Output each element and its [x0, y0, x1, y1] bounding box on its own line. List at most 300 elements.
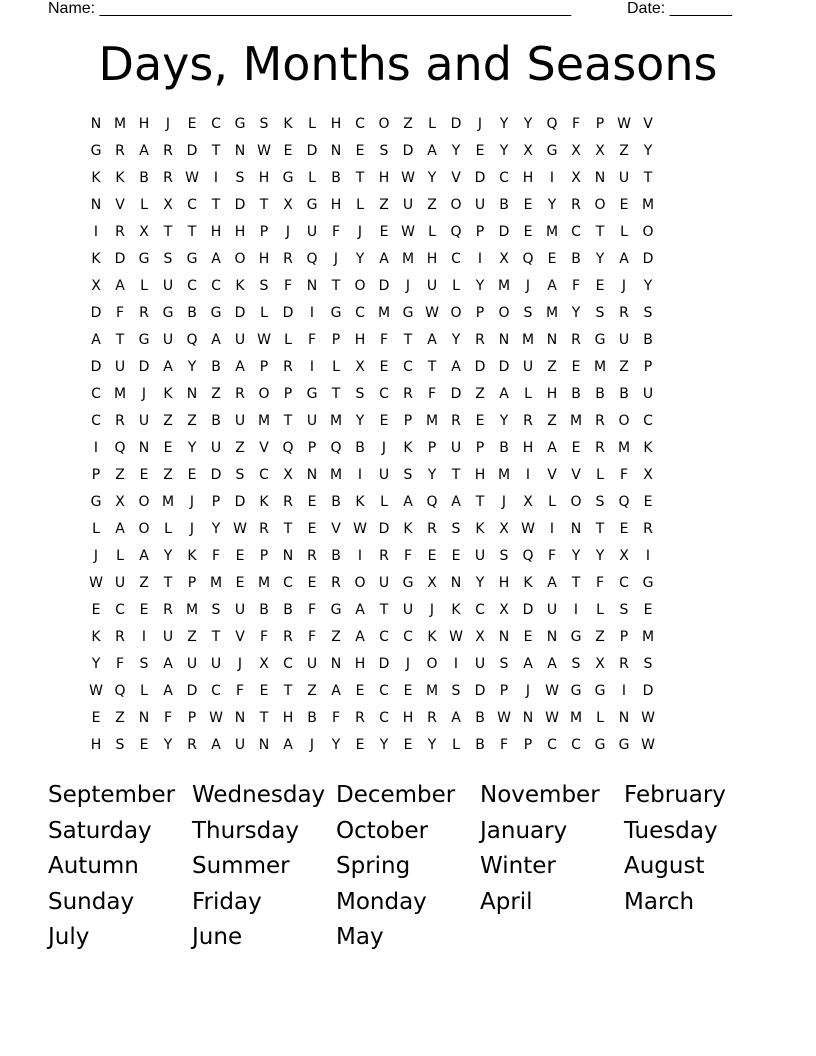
grid-letter[interactable]: Z: [307, 683, 317, 699]
grid-letter[interactable]: X: [427, 575, 437, 591]
grid-letter[interactable]: W: [449, 629, 463, 645]
grid-letter[interactable]: S: [643, 305, 653, 321]
grid-letter[interactable]: R: [283, 494, 293, 510]
grid-letter[interactable]: R: [187, 737, 197, 753]
grid-letter[interactable]: E: [259, 683, 269, 699]
grid-letter[interactable]: N: [330, 143, 342, 159]
grid-letter[interactable]: Q: [522, 548, 534, 564]
grid-letter[interactable]: A: [427, 143, 437, 159]
grid-letter[interactable]: F: [619, 467, 629, 483]
grid-letter[interactable]: A: [115, 521, 125, 537]
grid-letter[interactable]: L: [380, 494, 388, 510]
grid-letter[interactable]: S: [355, 386, 365, 402]
grid-letter[interactable]: F: [547, 548, 557, 564]
grid-letter[interactable]: E: [139, 737, 149, 753]
grid-letter[interactable]: N: [138, 440, 150, 456]
grid-letter[interactable]: L: [92, 521, 100, 537]
grid-letter[interactable]: R: [283, 251, 293, 267]
grid-letter[interactable]: X: [283, 197, 293, 213]
grid-letter[interactable]: S: [595, 305, 605, 321]
grid-letter[interactable]: P: [91, 467, 101, 483]
grid-letter[interactable]: W: [89, 683, 103, 699]
grid-letter[interactable]: C: [283, 656, 293, 672]
grid-letter[interactable]: P: [475, 224, 485, 240]
grid-letter[interactable]: R: [259, 521, 269, 537]
grid-letter[interactable]: T: [283, 521, 293, 537]
grid-letter[interactable]: Y: [187, 359, 197, 375]
grid-letter[interactable]: X: [595, 143, 605, 159]
grid-letter[interactable]: H: [282, 710, 294, 726]
grid-letter[interactable]: X: [355, 359, 365, 375]
grid-letter[interactable]: R: [355, 710, 365, 726]
grid-letter[interactable]: W: [641, 710, 655, 726]
grid-letter[interactable]: J: [237, 656, 243, 672]
grid-letter[interactable]: O: [570, 494, 582, 510]
grid-letter[interactable]: D: [186, 683, 198, 699]
grid-letter[interactable]: H: [474, 467, 486, 483]
grid-letter[interactable]: T: [115, 332, 125, 348]
grid-letter[interactable]: G: [330, 602, 342, 618]
grid-letter[interactable]: S: [499, 548, 509, 564]
grid-letter[interactable]: V: [235, 629, 245, 645]
grid-letter[interactable]: I: [93, 440, 99, 456]
grid-letter[interactable]: I: [357, 467, 363, 483]
grid-letter[interactable]: E: [187, 116, 197, 132]
grid-letter[interactable]: J: [141, 386, 147, 402]
grid-letter[interactable]: M: [161, 494, 175, 510]
grid-letter[interactable]: U: [114, 575, 126, 591]
grid-letter[interactable]: I: [357, 548, 363, 564]
grid-letter[interactable]: E: [523, 197, 533, 213]
grid-letter[interactable]: O: [138, 521, 150, 537]
grid-letter[interactable]: U: [186, 656, 198, 672]
grid-letter[interactable]: A: [547, 656, 557, 672]
grid-letter[interactable]: W: [233, 521, 247, 537]
grid-letter[interactable]: R: [379, 548, 389, 564]
grid-letter[interactable]: U: [210, 656, 222, 672]
grid-letter[interactable]: H: [90, 737, 102, 753]
grid-letter[interactable]: P: [283, 386, 293, 402]
grid-letter[interactable]: U: [306, 224, 318, 240]
grid-letter[interactable]: S: [259, 278, 269, 294]
grid-letter[interactable]: R: [163, 170, 173, 186]
grid-letter[interactable]: C: [355, 116, 365, 132]
grid-letter[interactable]: S: [379, 143, 389, 159]
grid-letter[interactable]: A: [547, 440, 557, 456]
grid-letter[interactable]: F: [235, 683, 245, 699]
grid-letter[interactable]: J: [381, 440, 387, 456]
grid-letter[interactable]: G: [90, 494, 102, 510]
grid-letter[interactable]: M: [497, 278, 511, 294]
grid-letter[interactable]: H: [330, 197, 342, 213]
grid-letter[interactable]: H: [546, 386, 558, 402]
grid-letter[interactable]: N: [330, 656, 342, 672]
grid-letter[interactable]: E: [403, 737, 413, 753]
grid-letter[interactable]: Y: [643, 143, 653, 159]
grid-letter[interactable]: X: [499, 251, 509, 267]
grid-letter[interactable]: K: [643, 440, 653, 456]
grid-letter[interactable]: C: [451, 251, 461, 267]
grid-letter[interactable]: F: [307, 332, 317, 348]
grid-letter[interactable]: X: [115, 494, 125, 510]
grid-letter[interactable]: R: [427, 521, 437, 537]
grid-letter[interactable]: C: [211, 683, 221, 699]
grid-letter[interactable]: I: [141, 629, 147, 645]
grid-letter[interactable]: I: [309, 305, 315, 321]
grid-letter[interactable]: Y: [571, 305, 581, 321]
grid-letter[interactable]: J: [501, 494, 507, 510]
grid-letter[interactable]: J: [93, 548, 99, 564]
grid-letter[interactable]: S: [451, 521, 461, 537]
grid-letter[interactable]: S: [139, 656, 149, 672]
grid-letter[interactable]: V: [451, 170, 461, 186]
grid-letter[interactable]: C: [355, 305, 365, 321]
grid-letter[interactable]: G: [402, 305, 414, 321]
grid-letter[interactable]: H: [330, 116, 342, 132]
grid-letter[interactable]: X: [499, 602, 509, 618]
grid-letter[interactable]: U: [162, 629, 174, 645]
grid-letter[interactable]: I: [645, 548, 651, 564]
grid-letter[interactable]: E: [163, 440, 173, 456]
grid-letter[interactable]: A: [523, 656, 533, 672]
grid-letter[interactable]: K: [91, 629, 101, 645]
grid-letter[interactable]: S: [235, 170, 245, 186]
grid-letter[interactable]: L: [428, 224, 436, 240]
grid-letter[interactable]: R: [331, 575, 341, 591]
grid-letter[interactable]: U: [378, 467, 390, 483]
grid-letter[interactable]: B: [139, 170, 149, 186]
grid-letter[interactable]: F: [211, 548, 221, 564]
grid-letter[interactable]: A: [547, 575, 557, 591]
grid-letter[interactable]: B: [499, 197, 509, 213]
grid-letter[interactable]: W: [425, 305, 439, 321]
grid-letter[interactable]: A: [211, 737, 221, 753]
grid-letter[interactable]: R: [307, 548, 317, 564]
grid-letter[interactable]: E: [355, 683, 365, 699]
grid-letter[interactable]: M: [257, 575, 271, 591]
grid-letter[interactable]: E: [307, 575, 317, 591]
grid-letter[interactable]: N: [450, 575, 462, 591]
grid-letter[interactable]: G: [138, 251, 150, 267]
grid-letter[interactable]: C: [91, 413, 101, 429]
grid-letter[interactable]: E: [619, 197, 629, 213]
grid-letter[interactable]: V: [571, 467, 581, 483]
grid-letter[interactable]: O: [234, 251, 246, 267]
grid-letter[interactable]: U: [522, 359, 534, 375]
grid-letter[interactable]: F: [427, 386, 437, 402]
grid-letter[interactable]: D: [378, 278, 390, 294]
grid-letter[interactable]: F: [379, 332, 389, 348]
grid-letter[interactable]: W: [401, 224, 415, 240]
grid-letter[interactable]: D: [90, 305, 102, 321]
grid-letter[interactable]: E: [475, 143, 485, 159]
grid-letter[interactable]: M: [641, 197, 655, 213]
grid-letter[interactable]: E: [547, 251, 557, 267]
grid-letter[interactable]: B: [355, 440, 365, 456]
grid-letter[interactable]: E: [523, 629, 533, 645]
grid-letter[interactable]: E: [235, 575, 245, 591]
grid-letter[interactable]: I: [213, 170, 219, 186]
grid-letter[interactable]: L: [596, 602, 604, 618]
grid-letter[interactable]: K: [403, 440, 413, 456]
grid-letter[interactable]: X: [643, 467, 653, 483]
grid-letter[interactable]: C: [259, 467, 269, 483]
grid-letter[interactable]: R: [619, 305, 629, 321]
grid-letter[interactable]: Y: [499, 143, 509, 159]
grid-letter[interactable]: B: [475, 710, 485, 726]
grid-letter[interactable]: J: [165, 116, 171, 132]
grid-letter[interactable]: H: [426, 251, 438, 267]
grid-letter[interactable]: G: [330, 305, 342, 321]
grid-letter[interactable]: U: [450, 440, 462, 456]
grid-letter[interactable]: M: [209, 575, 223, 591]
grid-letter[interactable]: O: [642, 224, 654, 240]
grid-letter[interactable]: C: [643, 413, 653, 429]
grid-letter[interactable]: W: [497, 710, 511, 726]
grid-letter[interactable]: B: [331, 494, 341, 510]
grid-letter[interactable]: W: [89, 575, 103, 591]
grid-letter[interactable]: N: [90, 116, 102, 132]
grid-letter[interactable]: H: [258, 251, 270, 267]
grid-letter[interactable]: L: [356, 197, 364, 213]
grid-letter[interactable]: P: [187, 710, 197, 726]
grid-letter[interactable]: A: [451, 359, 461, 375]
grid-letter[interactable]: R: [163, 602, 173, 618]
grid-letter[interactable]: A: [283, 737, 293, 753]
grid-letter[interactable]: B: [211, 359, 221, 375]
grid-letter[interactable]: R: [403, 386, 413, 402]
grid-letter[interactable]: X: [475, 629, 485, 645]
grid-letter[interactable]: X: [523, 494, 533, 510]
grid-letter[interactable]: Z: [115, 710, 125, 726]
grid-letter[interactable]: X: [259, 656, 269, 672]
grid-letter[interactable]: D: [642, 251, 654, 267]
grid-letter[interactable]: P: [523, 737, 533, 753]
grid-letter[interactable]: M: [425, 413, 439, 429]
grid-letter[interactable]: T: [259, 710, 269, 726]
grid-letter[interactable]: G: [594, 737, 606, 753]
grid-letter[interactable]: L: [308, 170, 316, 186]
grid-letter[interactable]: K: [283, 116, 293, 132]
grid-letter[interactable]: E: [355, 143, 365, 159]
grid-letter[interactable]: H: [378, 170, 390, 186]
grid-letter[interactable]: B: [259, 602, 269, 618]
grid-letter[interactable]: L: [140, 278, 148, 294]
grid-letter[interactable]: N: [618, 710, 630, 726]
grid-letter[interactable]: H: [354, 332, 366, 348]
grid-letter[interactable]: G: [594, 683, 606, 699]
grid-letter[interactable]: A: [211, 251, 221, 267]
grid-letter[interactable]: X: [163, 197, 173, 213]
grid-letter[interactable]: H: [210, 224, 222, 240]
grid-letter[interactable]: O: [354, 278, 366, 294]
grid-letter[interactable]: O: [498, 305, 510, 321]
grid-letter[interactable]: A: [619, 251, 629, 267]
grid-letter[interactable]: D: [210, 467, 222, 483]
grid-letter[interactable]: X: [523, 143, 533, 159]
grid-letter[interactable]: S: [643, 656, 653, 672]
grid-letter[interactable]: R: [115, 413, 125, 429]
grid-letter[interactable]: T: [475, 494, 485, 510]
grid-letter[interactable]: G: [234, 116, 246, 132]
grid-letter[interactable]: P: [475, 440, 485, 456]
grid-letter[interactable]: L: [140, 683, 148, 699]
grid-letter[interactable]: A: [451, 710, 461, 726]
grid-letter[interactable]: T: [283, 683, 293, 699]
grid-letter[interactable]: U: [402, 602, 414, 618]
grid-letter[interactable]: N: [306, 467, 318, 483]
grid-letter[interactable]: X: [619, 548, 629, 564]
grid-letter[interactable]: Q: [114, 440, 126, 456]
grid-letter[interactable]: S: [523, 305, 533, 321]
grid-letter[interactable]: H: [138, 116, 150, 132]
grid-letter[interactable]: Y: [427, 467, 437, 483]
grid-letter[interactable]: B: [283, 602, 293, 618]
grid-letter[interactable]: G: [618, 737, 630, 753]
grid-letter[interactable]: L: [620, 224, 628, 240]
grid-letter[interactable]: D: [114, 251, 126, 267]
grid-letter[interactable]: F: [115, 305, 125, 321]
grid-letter[interactable]: G: [546, 143, 558, 159]
grid-letter[interactable]: J: [309, 737, 315, 753]
grid-letter[interactable]: O: [618, 413, 630, 429]
grid-letter[interactable]: Y: [523, 116, 533, 132]
grid-letter[interactable]: U: [642, 386, 654, 402]
grid-letter[interactable]: D: [306, 143, 318, 159]
grid-letter[interactable]: I: [93, 224, 99, 240]
grid-letter[interactable]: E: [523, 224, 533, 240]
grid-letter[interactable]: Y: [595, 251, 605, 267]
grid-letter[interactable]: Y: [331, 737, 341, 753]
grid-letter[interactable]: U: [234, 602, 246, 618]
grid-letter[interactable]: U: [618, 170, 630, 186]
grid-letter[interactable]: T: [331, 278, 341, 294]
grid-letter[interactable]: C: [379, 710, 389, 726]
grid-letter[interactable]: C: [403, 359, 413, 375]
grid-letter[interactable]: E: [571, 359, 581, 375]
grid-letter[interactable]: I: [477, 251, 483, 267]
grid-letter[interactable]: J: [525, 278, 531, 294]
grid-letter[interactable]: F: [331, 710, 341, 726]
grid-letter[interactable]: G: [570, 629, 582, 645]
grid-letter[interactable]: H: [498, 575, 510, 591]
grid-letter[interactable]: J: [333, 251, 339, 267]
grid-letter[interactable]: D: [138, 359, 150, 375]
grid-letter[interactable]: M: [113, 386, 127, 402]
grid-letter[interactable]: Y: [427, 737, 437, 753]
grid-letter[interactable]: D: [90, 359, 102, 375]
grid-letter[interactable]: L: [116, 548, 124, 564]
grid-letter[interactable]: R: [451, 413, 461, 429]
grid-letter[interactable]: Z: [331, 629, 341, 645]
grid-letter[interactable]: P: [403, 413, 413, 429]
grid-letter[interactable]: A: [139, 548, 149, 564]
grid-letter[interactable]: K: [403, 521, 413, 537]
grid-letter[interactable]: C: [379, 629, 389, 645]
grid-letter[interactable]: G: [306, 197, 318, 213]
grid-letter[interactable]: Y: [499, 413, 509, 429]
grid-letter[interactable]: A: [427, 332, 437, 348]
grid-letter[interactable]: R: [115, 143, 125, 159]
grid-letter[interactable]: E: [475, 413, 485, 429]
grid-letter[interactable]: D: [234, 197, 246, 213]
grid-letter[interactable]: T: [211, 143, 221, 159]
grid-letter[interactable]: Z: [475, 386, 485, 402]
grid-letter[interactable]: H: [402, 710, 414, 726]
grid-letter[interactable]: K: [187, 548, 197, 564]
grid-letter[interactable]: W: [257, 143, 271, 159]
grid-letter[interactable]: G: [210, 305, 222, 321]
grid-letter[interactable]: A: [547, 278, 557, 294]
grid-letter[interactable]: Z: [115, 467, 125, 483]
grid-letter[interactable]: S: [403, 467, 413, 483]
grid-letter[interactable]: D: [450, 116, 462, 132]
grid-letter[interactable]: O: [426, 656, 438, 672]
grid-letter[interactable]: F: [571, 116, 581, 132]
grid-letter[interactable]: Z: [619, 359, 629, 375]
grid-letter[interactable]: C: [475, 602, 485, 618]
grid-letter[interactable]: K: [259, 494, 269, 510]
grid-letter[interactable]: C: [571, 737, 581, 753]
grid-letter[interactable]: D: [498, 359, 510, 375]
grid-letter[interactable]: J: [621, 278, 627, 294]
grid-letter[interactable]: U: [162, 278, 174, 294]
grid-letter[interactable]: G: [162, 305, 174, 321]
grid-letter[interactable]: B: [571, 251, 581, 267]
grid-letter[interactable]: Y: [355, 251, 365, 267]
grid-letter[interactable]: S: [235, 467, 245, 483]
grid-letter[interactable]: K: [91, 251, 101, 267]
grid-letter[interactable]: E: [595, 278, 605, 294]
grid-letter[interactable]: T: [163, 224, 173, 240]
grid-letter[interactable]: W: [521, 521, 535, 537]
grid-letter[interactable]: C: [211, 116, 221, 132]
grid-letter[interactable]: F: [307, 602, 317, 618]
grid-letter[interactable]: F: [163, 710, 173, 726]
grid-letter[interactable]: K: [235, 278, 245, 294]
grid-letter[interactable]: S: [619, 602, 629, 618]
grid-letter[interactable]: P: [259, 548, 269, 564]
grid-letter[interactable]: A: [451, 494, 461, 510]
grid-letter[interactable]: W: [545, 683, 559, 699]
grid-letter[interactable]: Y: [499, 116, 509, 132]
grid-letter[interactable]: E: [379, 224, 389, 240]
grid-letter[interactable]: X: [139, 224, 149, 240]
grid-letter[interactable]: I: [453, 656, 459, 672]
grid-letter[interactable]: N: [546, 629, 558, 645]
grid-letter[interactable]: J: [285, 224, 291, 240]
grid-letter[interactable]: A: [331, 683, 341, 699]
grid-letter[interactable]: B: [331, 548, 341, 564]
grid-letter[interactable]: I: [549, 521, 555, 537]
grid-letter[interactable]: D: [450, 386, 462, 402]
grid-letter[interactable]: P: [211, 494, 221, 510]
grid-letter[interactable]: S: [163, 251, 173, 267]
grid-letter[interactable]: I: [525, 467, 531, 483]
grid-letter[interactable]: M: [257, 413, 271, 429]
grid-letter[interactable]: A: [139, 143, 149, 159]
grid-letter[interactable]: N: [282, 548, 294, 564]
grid-letter[interactable]: F: [571, 278, 581, 294]
grid-letter[interactable]: X: [283, 467, 293, 483]
grid-letter[interactable]: N: [138, 710, 150, 726]
grid-letter[interactable]: D: [474, 359, 486, 375]
grid-letter[interactable]: M: [593, 359, 607, 375]
grid-letter[interactable]: Y: [475, 278, 485, 294]
grid-letter[interactable]: T: [427, 359, 437, 375]
grid-letter[interactable]: P: [595, 116, 605, 132]
grid-letter[interactable]: K: [163, 386, 173, 402]
